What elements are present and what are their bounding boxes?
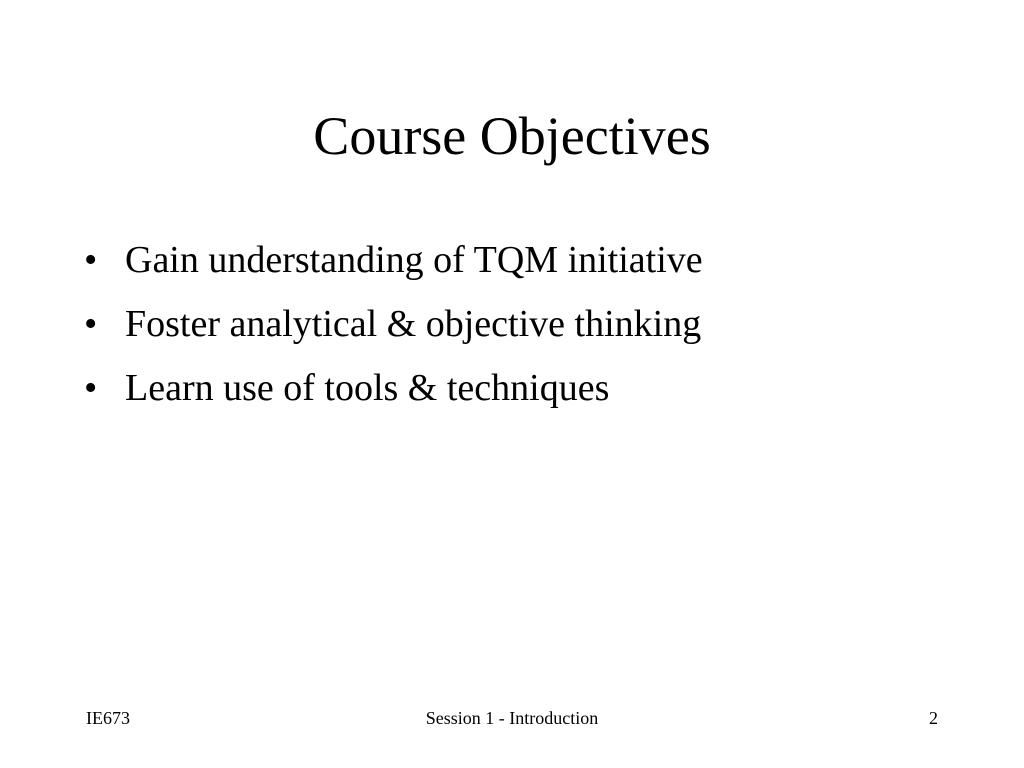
list-item-text: Foster analytical & objective thinking <box>125 303 702 345</box>
footer-page-number: 2 <box>929 708 938 728</box>
list-item-text: Gain understanding of TQM initiative <box>125 239 703 281</box>
list-item <box>84 356 703 420</box>
bullet-icon: • <box>84 367 98 409</box>
list-item <box>84 228 703 292</box>
list-item <box>84 292 703 356</box>
list-item-text: Learn use of tools & techniques <box>125 367 610 409</box>
footer-course-code: IE673 <box>86 708 130 728</box>
bullet-icon: • <box>84 239 98 281</box>
bullet-icon: • <box>84 303 98 345</box>
objectives-list <box>84 228 703 420</box>
footer-session-title: Session 1 - Introduction <box>425 708 599 728</box>
slide-title: Course Objectives <box>313 106 711 166</box>
